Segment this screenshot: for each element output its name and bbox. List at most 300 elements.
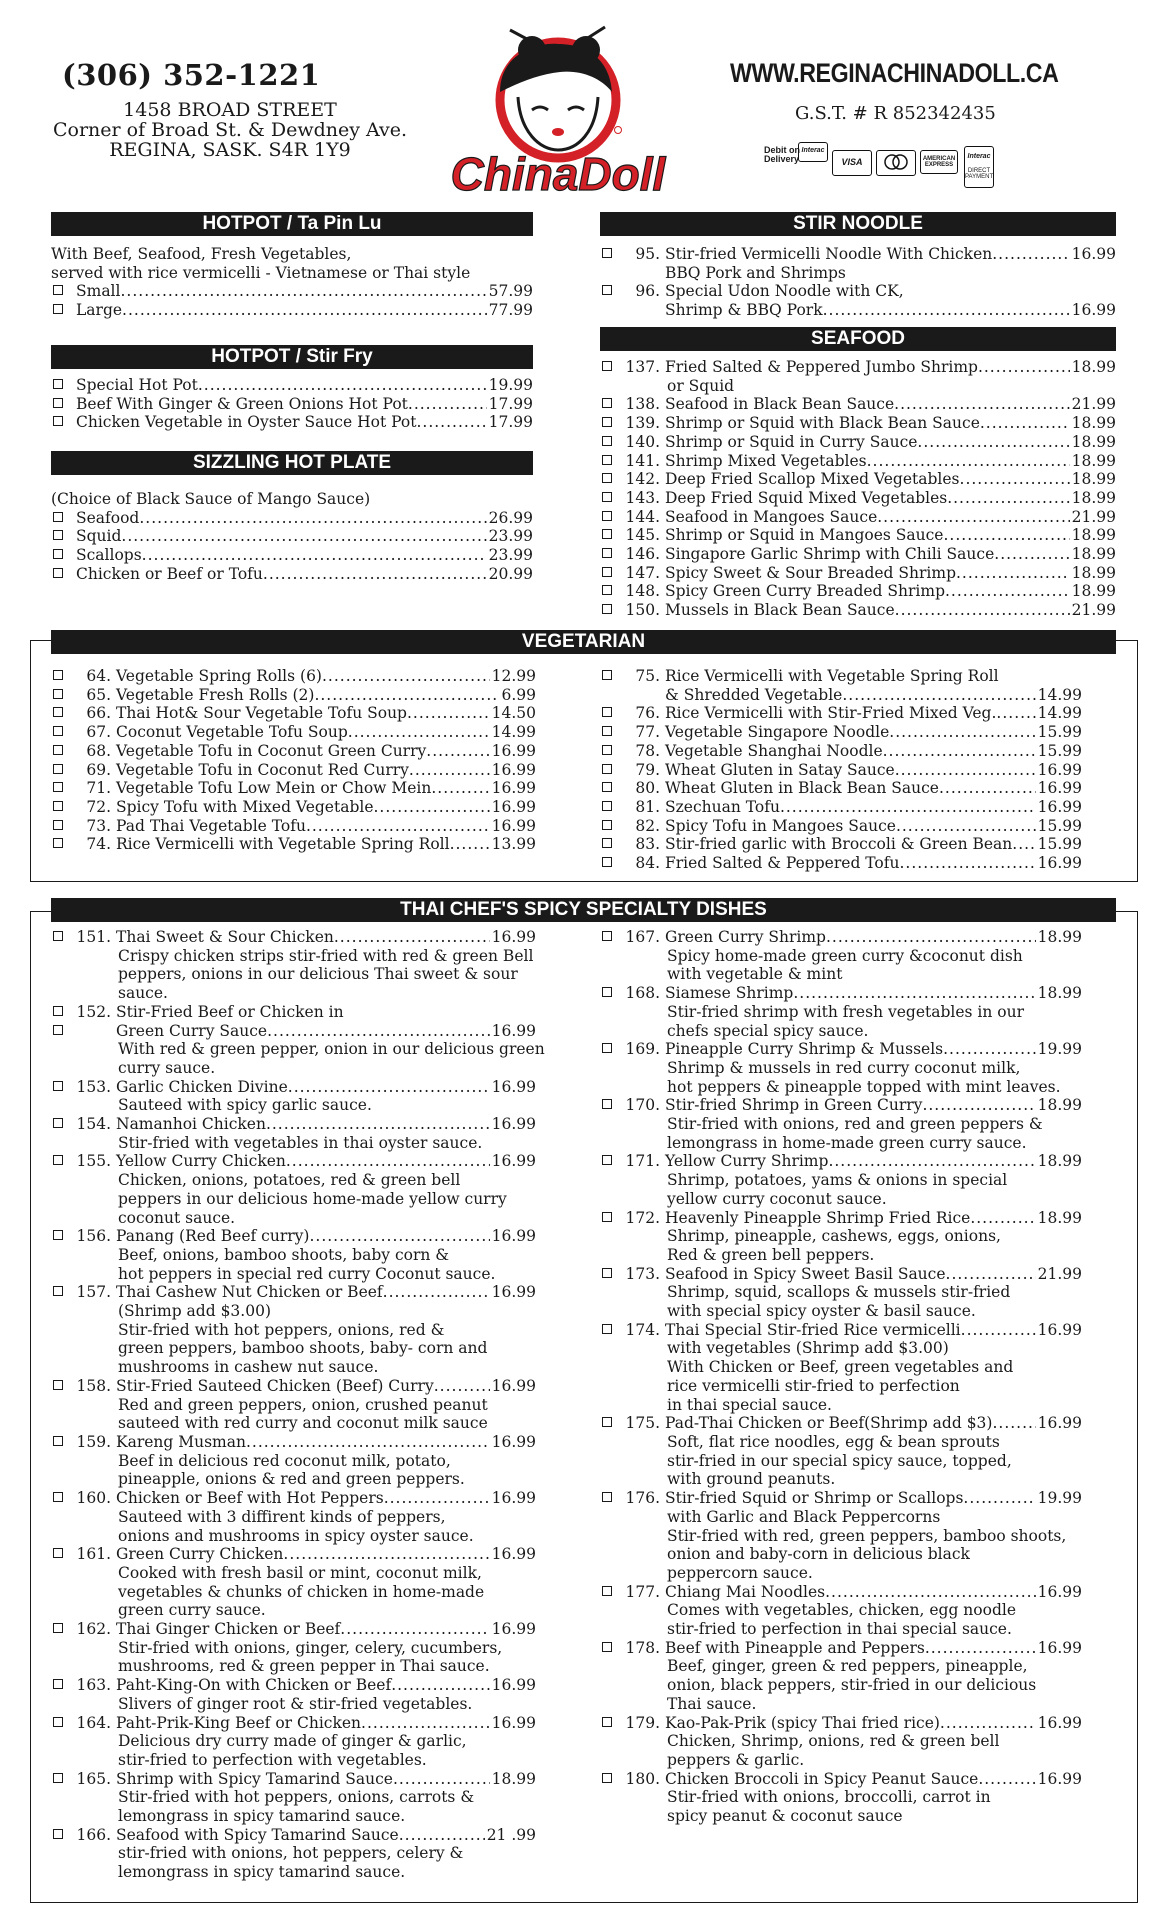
item-name: Fried Salted & Peppered Tofu (665, 854, 900, 873)
menu-item[interactable] (600, 545, 1116, 564)
item-number: 68. (86, 741, 111, 760)
checkbox[interactable] (602, 670, 612, 680)
item-price: 16.99 (1037, 1320, 1082, 1339)
item-number: 154. (76, 1115, 111, 1134)
item-description: Delicious dry curry made of ginger & garlic, (118, 1732, 467, 1751)
item-number: 76. (635, 704, 660, 723)
leader-dots (431, 779, 489, 798)
item-name: Beef with Pineapple and Peppers (665, 1638, 925, 1657)
item-description: With red & green pepper, onion in our delicious green (118, 1040, 545, 1059)
checkbox[interactable] (53, 416, 63, 426)
checkbox[interactable] (53, 820, 63, 830)
menu-item[interactable] (600, 1096, 1082, 1115)
menu-item[interactable] (51, 565, 533, 584)
menu-item[interactable] (51, 1283, 536, 1302)
item-number: 157. (76, 1283, 111, 1302)
menu-item[interactable] (51, 1227, 536, 1246)
leader-dots (267, 1022, 490, 1041)
menu-item[interactable] (600, 798, 1082, 817)
checkbox[interactable] (602, 455, 612, 465)
item-name: Thai Special Stir-fried Rice vermicelli (665, 1320, 961, 1339)
checkbox[interactable] (602, 745, 612, 755)
item-name: Singapore Garlic Shrimp with Chili Sauce (665, 545, 995, 564)
item-price: 18.99 (1071, 526, 1116, 545)
item-price: 18.99 (1071, 414, 1116, 433)
menu-item[interactable] (51, 1770, 536, 1789)
item-number: 71. (86, 779, 111, 798)
menu-item[interactable] (600, 1489, 1082, 1508)
checkbox[interactable] (53, 1548, 63, 1558)
debit-label: Debit on (764, 145, 800, 155)
section-header-sizzling: SIZZLING HOT PLATE (51, 451, 533, 475)
item-name: Mussels in Black Bean Sauce (665, 601, 895, 620)
menu-item[interactable] (600, 414, 1116, 433)
item-number: 158. (76, 1376, 111, 1395)
item-price: 14.99 (1037, 704, 1082, 723)
menu-item[interactable] (600, 508, 1116, 527)
leader-dots (992, 1414, 1035, 1433)
item-description: Stir-fried with red, green peppers, bamboo shoots, (667, 1526, 1067, 1545)
checkbox[interactable] (602, 1099, 612, 1109)
checkbox[interactable] (602, 1417, 612, 1427)
checkbox[interactable] (602, 285, 612, 295)
item-price: 16.99 (491, 1021, 536, 1040)
leader-dots (408, 395, 487, 414)
checkbox[interactable] (53, 512, 63, 522)
leader-dots (895, 761, 1036, 780)
checkbox[interactable] (602, 764, 612, 774)
item-price: 16.99 (1037, 797, 1082, 816)
menu-item[interactable] (600, 984, 1082, 1003)
checkbox[interactable] (53, 764, 63, 774)
item-price: 19.99 (1037, 1489, 1082, 1508)
item-price: 21 .99 (486, 1825, 536, 1844)
interac-label: Interac (967, 153, 991, 160)
item-number: 140. (625, 432, 660, 451)
checkbox[interactable] (602, 838, 612, 848)
menu-item[interactable] (600, 433, 1116, 452)
checkbox[interactable] (602, 604, 612, 614)
checkbox[interactable] (602, 529, 612, 539)
leader-dots (374, 798, 490, 817)
checkbox[interactable] (602, 398, 612, 408)
menu-item[interactable] (51, 704, 536, 723)
menu-item[interactable] (51, 761, 536, 780)
menu-item[interactable] (51, 1676, 536, 1695)
menu-item[interactable] (51, 667, 536, 686)
item-number: 65. (86, 685, 111, 704)
item-price: 16.99 (491, 816, 536, 835)
menu-item[interactable] (600, 358, 1116, 377)
checkbox[interactable] (53, 1380, 63, 1390)
vegetarian-left-list (51, 667, 536, 854)
checkbox[interactable] (53, 801, 63, 811)
leader-dots (334, 928, 490, 947)
menu-item[interactable] (51, 376, 533, 395)
menu-item[interactable] (600, 1321, 1082, 1340)
item-name: Panang (Red Beef curry) (116, 1227, 310, 1246)
checkbox[interactable] (602, 248, 612, 258)
menu-item[interactable] (600, 1583, 1082, 1602)
item-name: Green Curry Chicken (116, 1545, 284, 1564)
menu-item[interactable] (51, 395, 533, 414)
item-name: Heavenly Pineapple Shrimp Fried Rice (665, 1208, 971, 1227)
amex-card-icon: AMERICAN EXPRESS (920, 150, 958, 174)
address-line: Corner of Broad St. & Dewdney Ave. (53, 119, 407, 141)
menu-item[interactable] (600, 1770, 1082, 1789)
item-name: Scallops (76, 546, 142, 565)
item-name: Deep Fried Squid Mixed Vegetables (665, 488, 948, 507)
checkbox[interactable] (602, 726, 612, 736)
checkbox[interactable] (602, 492, 612, 502)
item-name: Stir-fried Shrimp in Green Curry (665, 1096, 923, 1115)
item-name: Stir-fried Squid or Shrimp or Scallops (665, 1489, 964, 1508)
checkbox[interactable] (602, 820, 612, 830)
item-price: 16.99 (491, 1620, 536, 1639)
menu-item[interactable] (51, 1078, 536, 1097)
item-description: Stir-fried with hot peppers, onions, carrots & (118, 1788, 475, 1807)
address-line: REGINA, SASK. S4R 1Y9 (109, 139, 351, 161)
leader-dots (263, 565, 487, 584)
checkbox[interactable] (53, 782, 63, 792)
leader-dots (246, 1433, 490, 1452)
checkbox[interactable] (602, 361, 612, 371)
checkbox[interactable] (53, 1155, 63, 1165)
item-name: Shrimp with Spicy Tamarind Sauce (116, 1769, 393, 1788)
menu-item[interactable] (51, 301, 533, 320)
checkbox[interactable] (53, 1081, 63, 1091)
menu-item[interactable] (51, 1545, 536, 1564)
leader-dots (142, 546, 487, 565)
item-number: 83. (635, 835, 660, 854)
item-price: 15.99 (1037, 816, 1082, 835)
checkbox[interactable] (53, 530, 63, 540)
checkbox[interactable] (602, 1586, 612, 1596)
item-number: 141. (625, 451, 660, 470)
item-price: 77.99 (488, 301, 533, 320)
item-description: with ground peanuts. (667, 1470, 836, 1489)
menu-item[interactable] (51, 686, 536, 705)
menu-item[interactable] (51, 1433, 536, 1452)
leader-dots (877, 508, 1069, 527)
item-name: Stir-fried garlic with Broccoli & Green Bean (665, 835, 1013, 854)
item-number: 174. (625, 1320, 660, 1339)
menu-item[interactable] (600, 1639, 1082, 1658)
menu-item[interactable] (600, 282, 1116, 301)
item-name: Rice Vermicelli with Vegetable Spring Roll (116, 835, 450, 854)
checkbox[interactable] (53, 670, 63, 680)
debit-label-2: Delivery (764, 154, 800, 164)
item-number: 144. (625, 507, 660, 526)
checkbox[interactable] (602, 1212, 612, 1222)
menu-item[interactable] (51, 509, 533, 528)
item-description: (Shrimp add $3.00) (118, 1302, 271, 1321)
checkbox[interactable] (602, 511, 612, 521)
checkbox[interactable] (53, 568, 63, 578)
menu-item[interactable] (600, 835, 1082, 854)
leader-dots (409, 761, 490, 780)
item-price: 19.99 (1037, 1040, 1082, 1059)
item-price: 17.99 (488, 413, 533, 432)
item-name: Thai Ginger Chicken or Beef (116, 1620, 341, 1639)
menu-item[interactable] (51, 835, 536, 854)
checkbox[interactable] (53, 304, 63, 314)
checkbox[interactable] (53, 689, 63, 699)
item-price: 18.99 (1071, 582, 1116, 601)
item-name: Vegetable Fresh Rolls (2) (116, 685, 315, 704)
menu-item[interactable] (600, 1040, 1082, 1059)
item-name: Chicken or Beef with Hot Peppers (116, 1489, 384, 1508)
checkbox[interactable] (53, 398, 63, 408)
menu-item[interactable] (600, 526, 1116, 545)
menu-item[interactable] (51, 1022, 536, 1041)
menu-item[interactable] (51, 546, 533, 565)
checkbox[interactable] (53, 379, 63, 389)
section-header-stir-fry: HOTPOT / Stir Fry (51, 345, 533, 369)
item-price: 16.99 (491, 1376, 536, 1395)
item-name: Seafood in Black Bean Sauce (665, 395, 895, 414)
checkbox[interactable] (602, 987, 612, 997)
item-name: Szechuan Tofu (665, 797, 780, 816)
item-description: with vegetables (Shrimp add $3.00) (667, 1339, 949, 1358)
menu-item[interactable] (600, 854, 1082, 873)
menu-item[interactable] (600, 470, 1116, 489)
menu-item[interactable] (51, 413, 533, 432)
menu-item[interactable] (600, 395, 1116, 414)
checkbox[interactable] (602, 417, 612, 427)
item-name: Beef With Ginger & Green Onions Hot Pot (76, 394, 408, 413)
menu-item[interactable] (600, 723, 1082, 742)
item-name: Shrimp or Squid with Black Bean Sauce (665, 414, 980, 433)
checkbox[interactable] (602, 1492, 612, 1502)
checkbox[interactable] (602, 1155, 612, 1165)
item-description: Stir-fried with onions, broccolli, carrot in (667, 1788, 991, 1807)
item-price: 16.99 (491, 741, 536, 760)
leader-dots (961, 1321, 1036, 1340)
checkbox[interactable] (602, 1268, 612, 1278)
item-description: onion, black peppers, stir-fried in our delicious (667, 1676, 1037, 1695)
leader-dots (399, 1826, 485, 1845)
checkbox[interactable] (602, 1773, 612, 1783)
item-name: Special Udon Noodle with CK, (665, 282, 904, 301)
item-price: 26.99 (488, 508, 533, 527)
menu-item[interactable] (600, 761, 1082, 780)
checkbox[interactable] (602, 585, 612, 595)
menu-item[interactable] (51, 1489, 536, 1508)
checkbox[interactable] (53, 285, 63, 295)
item-number: 145. (625, 526, 660, 545)
item-description: coconut sauce. (118, 1208, 236, 1227)
leader-dots (823, 301, 1070, 320)
checkbox[interactable] (53, 1492, 63, 1502)
item-description: Soft, flat rice noodles, egg & bean sprouts (667, 1432, 1000, 1451)
website: WWW.REGINACHINADOLL.CA (730, 58, 1059, 88)
item-description: Cooked with fresh basil or mint, coconut milk, (118, 1563, 482, 1582)
section-header-seafood: SEAFOOD (600, 327, 1116, 351)
item-description: hot peppers & pineapple topped with mint leaves. (667, 1077, 1061, 1096)
menu-item[interactable] (51, 1620, 536, 1639)
leader-dots (963, 1489, 1035, 1508)
checkbox[interactable] (53, 1436, 63, 1446)
item-name: Vegetable Tofu Low Mein or Chow Mein (116, 779, 432, 798)
leader-dots (894, 395, 1069, 414)
checkbox[interactable] (602, 548, 612, 558)
item-price: 16.99 (1071, 301, 1116, 320)
menu-item[interactable] (600, 601, 1116, 620)
checkbox[interactable] (53, 1230, 63, 1240)
leader-dots (960, 470, 1070, 489)
item-name: Seafood in Mangoes Sauce (665, 507, 878, 526)
checkbox[interactable] (602, 473, 612, 483)
leader-dots (434, 1377, 490, 1396)
checkbox[interactable] (602, 436, 612, 446)
menu-item[interactable] (51, 798, 536, 817)
leader-dots (895, 601, 1070, 620)
item-price: 16.99 (491, 1713, 536, 1732)
menu-item[interactable] (51, 1826, 536, 1845)
visa-card-icon: VISA (832, 150, 872, 176)
leader-dots (122, 301, 487, 320)
checkbox[interactable] (53, 1829, 63, 1839)
item-description: vegetables & chunks of chicken in home-made (118, 1582, 485, 1601)
item-price: 23.99 (488, 527, 533, 546)
leader-dots (780, 798, 1036, 817)
menu-item[interactable] (600, 452, 1116, 471)
menu-item[interactable] (600, 245, 1116, 264)
leader-dots (306, 817, 490, 836)
checkbox[interactable] (602, 1324, 612, 1334)
checkbox[interactable] (53, 931, 63, 941)
menu-item[interactable] (600, 742, 1082, 761)
menu-item[interactable] (600, 928, 1082, 947)
item-price: 18.99 (1071, 488, 1116, 507)
item-description: Chicken, onions, potatoes, red & green bell (118, 1171, 461, 1190)
section-header-vegetarian: VEGETARIAN (51, 630, 1116, 654)
item-description: rice vermicelli stir-fried to perfection (667, 1376, 960, 1395)
menu-item[interactable] (600, 1152, 1082, 1171)
item-price: 15.99 (1037, 835, 1082, 854)
menu-item[interactable] (51, 928, 536, 947)
item-price: 16.99 (491, 1115, 536, 1134)
menu-item[interactable] (51, 527, 533, 546)
leader-dots (450, 835, 490, 854)
item-description: stir-fried in our special spicy sauce, topped, (667, 1451, 1012, 1470)
menu-item[interactable] (600, 489, 1116, 508)
item-number: 82. (635, 816, 660, 835)
checkbox[interactable] (602, 1043, 612, 1053)
checkbox[interactable] (53, 1286, 63, 1296)
item-price: 16.99 (1037, 760, 1082, 779)
item-description: stir-fried to perfection with vegetables. (118, 1750, 427, 1769)
item-number: 172. (625, 1208, 660, 1227)
menu-item[interactable] (51, 282, 533, 301)
menu-item[interactable] (51, 1003, 536, 1022)
item-name: Pineapple Curry Shrimp & Mussels (665, 1040, 944, 1059)
item-description: with Garlic and Black Peppercorns (667, 1507, 941, 1526)
menu-item[interactable] (600, 564, 1116, 583)
checkbox[interactable] (602, 931, 612, 941)
checkbox[interactable] (53, 1717, 63, 1727)
menu-item[interactable] (600, 582, 1116, 601)
leader-dots (899, 854, 1035, 873)
leader-dots (286, 1152, 490, 1171)
leader-dots (361, 1714, 490, 1733)
checkbox[interactable] (53, 745, 63, 755)
leader-dots (940, 1714, 1036, 1733)
checkbox[interactable] (53, 1679, 63, 1689)
checkbox[interactable] (602, 1642, 612, 1652)
leader-dots (139, 509, 486, 528)
item-name: Vegetable Singapore Noodle (665, 723, 890, 742)
item-price: 16.99 (491, 779, 536, 798)
item-description: Stir-fried with onions, ginger, celery, cucumbers, (118, 1638, 503, 1657)
checkbox[interactable] (53, 1118, 63, 1128)
leader-dots (322, 667, 490, 686)
item-number: 72. (86, 797, 111, 816)
menu-item[interactable] (51, 723, 536, 742)
item-name: Namanhoi Chicken (116, 1115, 266, 1134)
menu-item[interactable] (600, 704, 1082, 723)
item-number: 95. (635, 245, 660, 263)
menu-item[interactable] (600, 667, 1082, 686)
menu-item[interactable] (51, 742, 536, 761)
item-name: Pad-Thai Chicken or Beef(Shrimp add $3) (665, 1414, 993, 1433)
leader-dots (947, 489, 1069, 508)
item-number: 69. (86, 760, 111, 779)
menu-item[interactable] (51, 817, 536, 836)
checkbox[interactable] (53, 1025, 63, 1035)
menu-item[interactable] (600, 1209, 1082, 1228)
item-description: pineapple, onions & red and green peppers. (118, 1470, 465, 1489)
menu-item[interactable] (600, 1265, 1082, 1284)
menu-item[interactable] (600, 817, 1082, 836)
item-name: Shrimp & BBQ Pork (665, 301, 823, 320)
checkbox[interactable] (602, 567, 612, 577)
item-description: with special spicy oyster & basil sauce. (667, 1302, 976, 1321)
menu-item[interactable] (51, 1714, 536, 1733)
menu-item[interactable] (600, 1714, 1082, 1733)
checkbox[interactable] (53, 707, 63, 717)
menu-item[interactable] (600, 779, 1082, 798)
checkbox[interactable] (602, 707, 612, 717)
menu-item[interactable] (51, 1152, 536, 1171)
checkbox[interactable] (602, 1717, 612, 1727)
checkbox[interactable] (602, 782, 612, 792)
menu-item[interactable] (51, 1115, 536, 1134)
item-number: 180. (625, 1769, 660, 1788)
item-number: 80. (635, 779, 660, 798)
menu-item[interactable] (600, 1414, 1082, 1433)
item-name: Garlic Chicken Divine (116, 1077, 288, 1096)
checkbox[interactable] (53, 726, 63, 736)
vegetarian-right-rest (600, 704, 1082, 872)
item-description: Beef in delicious red coconut milk, potato, (118, 1451, 451, 1470)
item-number: 155. (76, 1152, 111, 1171)
checkbox[interactable] (53, 838, 63, 848)
checkbox[interactable] (53, 1006, 63, 1016)
menu-item[interactable] (51, 1377, 536, 1396)
checkbox[interactable] (53, 1773, 63, 1783)
item-price: 57.99 (488, 282, 533, 301)
checkbox[interactable] (53, 1623, 63, 1633)
checkbox[interactable] (602, 801, 612, 811)
item-price: 12.99 (491, 667, 536, 685)
menu-item[interactable] (51, 779, 536, 798)
item-price: 18.99 (491, 1769, 536, 1788)
checkbox[interactable] (602, 857, 612, 867)
item-name: Seafood with Spicy Tamarind Sauce (116, 1825, 399, 1844)
checkbox[interactable] (53, 549, 63, 559)
